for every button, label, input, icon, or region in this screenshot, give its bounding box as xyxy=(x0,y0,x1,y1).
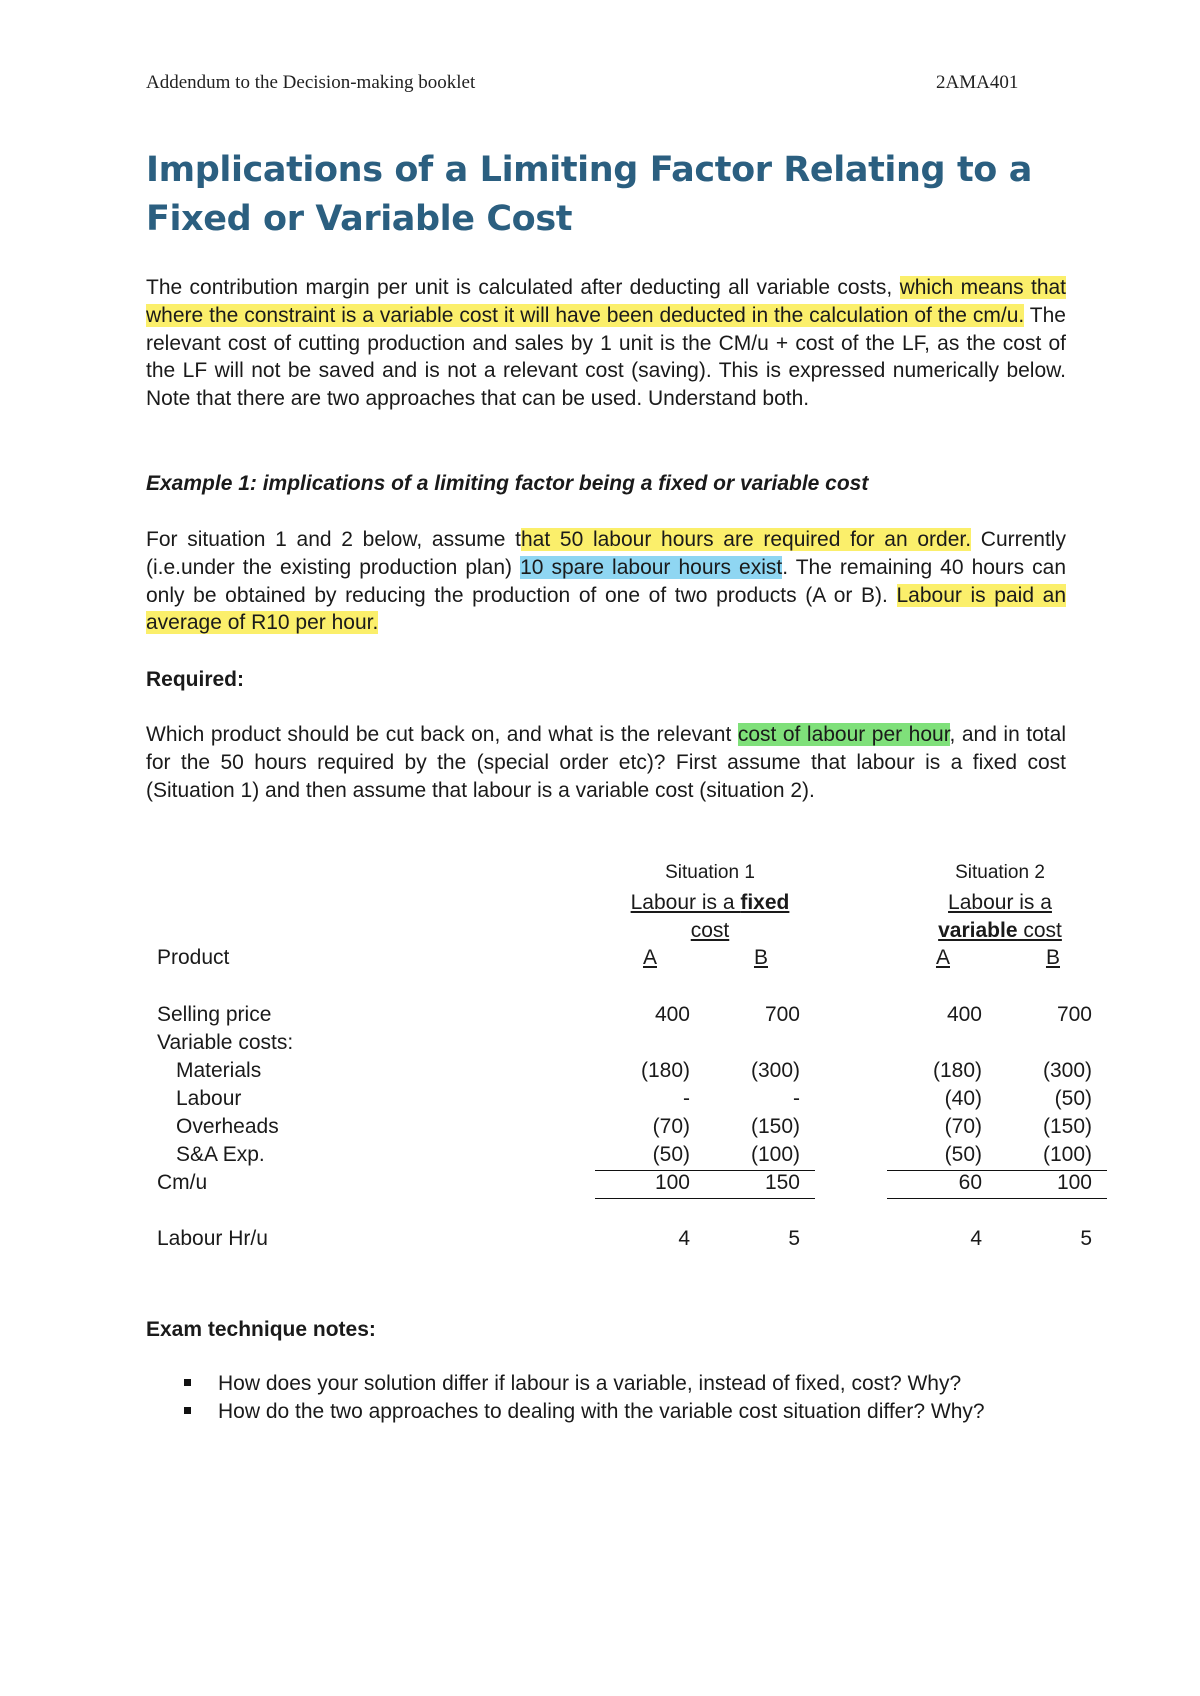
cell: (70) xyxy=(944,1115,982,1138)
cell: 100 xyxy=(654,1171,690,1194)
cell: 60 xyxy=(958,1171,982,1194)
example-highlight-a: hat 50 labour hours are required for an order. xyxy=(520,528,972,551)
cell: 400 xyxy=(654,1003,690,1026)
exam-notes-heading: Exam technique notes: xyxy=(146,1318,376,1341)
cell: - xyxy=(793,1087,800,1110)
example-heading: Example 1: implications of a limiting factor being a fixed or variable cost xyxy=(146,472,869,495)
cell: (100) xyxy=(1042,1143,1092,1166)
cell: (50) xyxy=(652,1143,690,1166)
row-label: Cm/u xyxy=(157,1171,208,1194)
total-rule-sit2 xyxy=(887,1198,1107,1199)
example-paragraph xyxy=(146,526,1066,637)
cell: (150) xyxy=(750,1115,800,1138)
situation-2-subheading-line2: variable cost xyxy=(938,919,1062,942)
list-item: How do the two approaches to dealing with the variable cost situation differ? Why? xyxy=(146,1398,1046,1426)
example-text-c: . The remaining 40 hours can only be obtained by reducing the production of one of two products (A or B). xyxy=(146,555,1066,607)
header-left: Addendum to the Decision-making booklet xyxy=(146,72,476,93)
intro-highlight: which means that where the constraint is a variable cost it will have been deducted in the calculation of the cm/u. xyxy=(146,276,1067,327)
required-highlight: cost of labour per hour xyxy=(737,723,950,746)
cell: 700 xyxy=(1056,1003,1092,1026)
cell: - xyxy=(683,1087,690,1110)
cell: (180) xyxy=(932,1059,982,1082)
example-highlight-b: 10 spare labour hours exist xyxy=(520,555,783,579)
required-heading: Required: xyxy=(146,668,245,691)
list-item: How does your solution differ if labour is a variable, instead of fixed, cost? Why? xyxy=(146,1370,1046,1398)
cell: (50) xyxy=(944,1143,982,1166)
cell: (300) xyxy=(750,1059,800,1082)
bullet-icon xyxy=(184,1407,191,1414)
header-right: 2AMA401 xyxy=(936,72,1019,93)
cell: 150 xyxy=(764,1171,800,1194)
row-label: Labour Hr/u xyxy=(157,1227,268,1250)
bullet-icon xyxy=(184,1379,191,1386)
cell: (70) xyxy=(652,1115,690,1138)
row-label: Selling price xyxy=(157,1003,272,1026)
cell: (150) xyxy=(1042,1115,1092,1138)
row-label: Variable costs: xyxy=(157,1031,294,1054)
cell: 700 xyxy=(764,1003,800,1026)
cell: (180) xyxy=(640,1059,690,1082)
total-rule-sit1 xyxy=(595,1198,815,1199)
example-highlight-c: Labour is paid an average of R10 per hour. xyxy=(146,583,1066,635)
situation-1-subheading-line2: cost xyxy=(690,919,730,942)
example-text-a: For situation 1 and 2 below, assume t xyxy=(146,528,521,551)
required-text-b: , and in total for the 50 hours required by the (special order etc)? First assume that labour is a fixed cost (Situation 1) and then assume that labour is a variable cost (situation 2). xyxy=(146,723,1066,802)
sit2-col-a: A xyxy=(935,946,950,969)
cell: 4 xyxy=(678,1227,690,1250)
situation-1-subheading-line1: Labour is a fixed xyxy=(630,891,790,914)
example-text-b: Currently (i.e.under the existing production plan) xyxy=(146,528,1066,579)
cell: 5 xyxy=(788,1227,800,1250)
row-label: Overheads xyxy=(176,1115,279,1138)
row-label: S&A Exp. xyxy=(176,1143,265,1166)
situation-1-heading: Situation 1 xyxy=(665,862,755,883)
required-text-a: Which product should be cut back on, and what is the relevant xyxy=(146,723,738,746)
intro-text-1: The contribution margin per unit is calculated after deducting all variable costs, xyxy=(146,276,900,299)
cell: (40) xyxy=(944,1087,982,1110)
page-title: Implications of a Limiting Factor Relating to a Fixed or Variable Cost xyxy=(146,150,1032,239)
cell: (50) xyxy=(1054,1087,1092,1110)
cell: (300) xyxy=(1042,1059,1092,1082)
sit1-col-a: A xyxy=(642,946,657,969)
intro-text-2: The relevant cost of cutting production and sales by 1 unit is the CM/u + cost of the LF, as the cost of the LF will not be saved and is not a relevant cost (saving). This is expressed numerically below. Note that there are two approaches that can be used. Understand both. xyxy=(146,303,1066,411)
row-label: Labour xyxy=(176,1087,242,1110)
cell: 4 xyxy=(970,1227,982,1250)
required-paragraph xyxy=(146,721,1066,804)
cell: 100 xyxy=(1056,1171,1092,1194)
exam-notes-list xyxy=(146,1370,1046,1426)
cell: 5 xyxy=(1080,1227,1092,1250)
sit2-col-b: B xyxy=(1045,946,1060,969)
row-label: Materials xyxy=(176,1059,262,1082)
situation-2-heading: Situation 2 xyxy=(955,862,1045,883)
cell: 400 xyxy=(946,1003,982,1026)
sit1-col-b: B xyxy=(753,946,768,969)
product-label: Product xyxy=(157,946,230,969)
cell: (100) xyxy=(750,1143,800,1166)
situation-2-subheading-line1: Labour is a xyxy=(948,891,1052,914)
intro-paragraph xyxy=(146,274,1066,413)
